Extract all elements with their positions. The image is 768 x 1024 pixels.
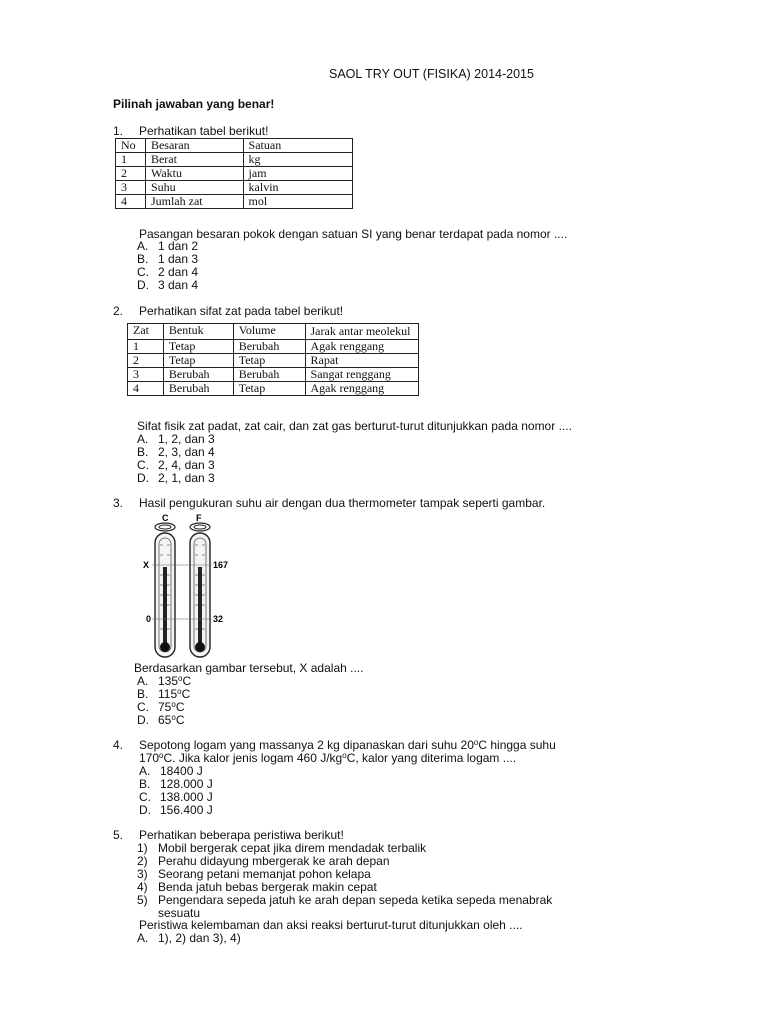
q2-header-volume: Volume — [233, 324, 305, 340]
q4-line2: 170$^o$C. Jika kalor jenis logam 460 $J/kg^oC$, kalor yang diterima logam .... — [139, 751, 517, 765]
q3-option-a[interactable]: A. 135$^o$C — [137, 674, 192, 688]
q5-item-5: 5) Pengendara sepeda jatuh ke arah depan sepeda ketika sepeda menabrak — [137, 893, 553, 907]
q1-header-besaran: Besaran — [145, 139, 243, 153]
q2-text: Perhatikan sifat zat pada tabel berikut! — [139, 304, 344, 318]
q3-option-c[interactable]: C. 75$^o$C — [137, 700, 185, 714]
table-cell: Tetap — [163, 354, 233, 368]
q4-option-d[interactable]: D. 156.400 J — [139, 803, 213, 817]
table-cell: Tetap — [163, 340, 233, 354]
label-c: C — [162, 513, 169, 523]
q2-option-b[interactable]: B. 2, 3, dan 4 — [137, 445, 215, 459]
table-cell: Berubah — [163, 382, 233, 396]
table-row — [116, 195, 353, 209]
table-row — [128, 354, 419, 368]
celsius-thermometer — [155, 523, 175, 657]
table-cell: Berubah — [233, 340, 305, 354]
q1-number: 1. — [113, 124, 124, 138]
q5-item-5-continued: sesuatu — [158, 906, 201, 920]
table-cell: Berubah — [233, 368, 305, 382]
page-title: SAOL TRY OUT (FISIKA) 2014-2015 — [329, 67, 534, 81]
q1-option-b[interactable]: B. 1 dan 3 — [137, 252, 199, 266]
table-cell: 2 — [116, 167, 146, 181]
label-f: F — [196, 513, 202, 523]
q4-line1: Sepotong logam yang massanya 2 kg dipanaskan dari suhu 20$^o$C hingga suhu — [139, 738, 556, 752]
q2-option-c[interactable]: C. 2, 4, dan 3 — [137, 458, 215, 472]
q2-option-d[interactable]: D. 2, 1, dan 3 — [137, 471, 215, 485]
q1-question: Pasangan besaran pokok dengan satuan SI yang benar terdapat pada nomor .... — [139, 227, 568, 241]
q5-item-3: 3) Seorang petani memanjat pohon kelapa — [137, 867, 371, 881]
table-cell: 1 — [128, 340, 164, 354]
q3-question: Berdasarkan gambar tersebut, X adalah .... — [134, 661, 364, 675]
q3-number: 3. — [113, 496, 124, 510]
table-row — [128, 368, 419, 382]
table-cell: Tetap — [233, 354, 305, 368]
table-cell: 2 — [128, 354, 164, 368]
table-cell: kalvin — [243, 181, 352, 195]
q1-option-a[interactable]: A. 1 dan 2 — [137, 239, 199, 253]
table-cell: Rapat — [305, 354, 418, 368]
table-cell: Jumlah zat — [145, 195, 243, 209]
fahrenheit-thermometer — [190, 523, 210, 657]
q3-text: Hasil pengukuran suhu air dengan dua thermometer tampak seperti gambar. — [139, 496, 546, 510]
thermometer-figure — [140, 511, 240, 661]
q1-option-d[interactable]: D. 3 dan 4 — [137, 278, 199, 292]
q4-option-a[interactable]: A. 18400 J — [139, 764, 203, 778]
table-row — [116, 153, 353, 167]
table-cell: mol — [243, 195, 352, 209]
q2-header-zat: Zat — [128, 324, 164, 340]
table-cell: 1 — [116, 153, 146, 167]
q1-option-c[interactable]: C. 2 dan 4 — [137, 265, 199, 279]
q4-option-b[interactable]: B. 128.000 J — [139, 777, 213, 791]
q2-table — [127, 323, 419, 396]
q5-number: 5. — [113, 828, 124, 842]
table-cell: jam — [243, 167, 352, 181]
table-cell: Berubah — [163, 368, 233, 382]
table-cell: Berat — [145, 153, 243, 167]
q1-table — [115, 138, 353, 209]
table-cell: Suhu — [145, 181, 243, 195]
q4-option-c[interactable]: C. 138.000 J — [139, 790, 213, 804]
table-cell: Agak renggang — [305, 340, 418, 354]
table-cell: 3 — [116, 181, 146, 195]
q5-item-4: 4) Benda jatuh bebas bergerak makin cepat — [137, 880, 377, 894]
table-cell: 4 — [128, 382, 164, 396]
q2-header-jarak: Jarak antar meolekul — [305, 324, 418, 340]
q5-option-a[interactable]: A. 1), 2) dan 3), 4) — [137, 931, 241, 945]
table-cell: kg — [243, 153, 352, 167]
q2-number: 2. — [113, 304, 124, 318]
q5-item-1: 1) Mobil bergerak cepat jika direm mendadak terbalik — [137, 841, 427, 855]
q3-option-d[interactable]: D. 65$^o$C — [137, 713, 185, 727]
table-row — [128, 382, 419, 396]
q2-question: Sifat fisik zat padat, zat cair, dan zat gas berturut-turut ditunjukkan pada nomor .... — [137, 419, 572, 433]
table-row — [128, 340, 419, 354]
q5-text: Perhatikan beberapa peristiwa berikut! — [139, 828, 344, 842]
label-32: 32 — [213, 614, 224, 624]
table-cell: Tetap — [233, 382, 305, 396]
q5-item-2: 2) Perahu didayung mbergerak ke arah depan — [137, 854, 390, 868]
table-header-row — [128, 324, 419, 340]
table-row — [116, 167, 353, 181]
label-x: X — [143, 560, 150, 570]
q1-header-satuan: Satuan — [243, 139, 352, 153]
table-cell: Agak renggang — [305, 382, 418, 396]
table-cell: Waktu — [145, 167, 243, 181]
table-header-row — [116, 139, 353, 153]
instruction: Pilinah jawaban yang benar! — [113, 97, 275, 111]
q1-header-no: No — [116, 139, 146, 153]
q2-header-bentuk: Bentuk — [163, 324, 233, 340]
label-0: 0 — [146, 614, 152, 624]
q2-option-a[interactable]: A. 1, 2, dan 3 — [137, 432, 215, 446]
table-cell: 3 — [128, 368, 164, 382]
label-167: 167 — [213, 560, 229, 570]
table-row — [116, 181, 353, 195]
table-cell: Sangat renggang — [305, 368, 418, 382]
q5-question: Peristiwa kelembaman dan aksi reaksi berturut-turut ditunjukkan oleh .... — [139, 918, 523, 932]
q4-number: 4. — [113, 738, 124, 752]
q1-text: Perhatikan tabel berikut! — [139, 124, 269, 138]
table-cell: 4 — [116, 195, 146, 209]
q3-option-b[interactable]: B. 115$^o$C — [137, 687, 191, 701]
